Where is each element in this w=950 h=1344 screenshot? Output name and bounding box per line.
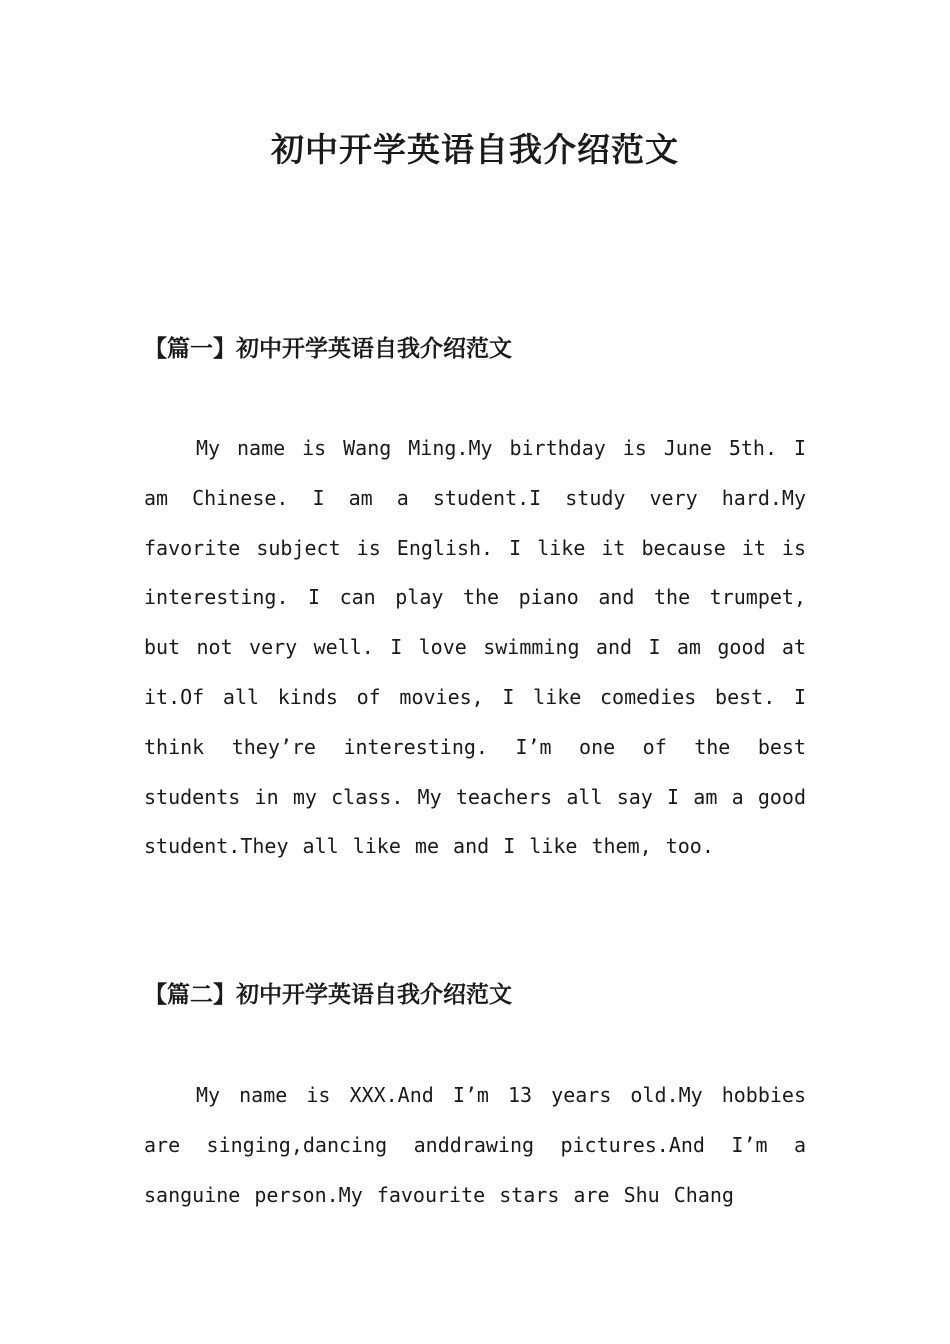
document-title: 初中开学英语自我介绍范文 [271,130,679,169]
section-heading-1: 【篇一】初中开学英语自我介绍范文 [144,335,512,362]
section-heading-2: 【篇二】初中开学英语自我介绍范文 [144,981,512,1008]
section-paragraph-2: My name is XXX.And I’m 13 years old.My hobbies are singing,dancing anddrawing pictures.And I’m a sanguine person.My favourite stars are Shu Chang [144,1083,806,1207]
section-paragraph-1: My name is Wang Ming.My birthday is June 5th. I am Chinese. I am a student.I study very hard.My favorite subject is English. I like it because it is interesting. I can play the piano and the trumpet, but not very well. I love swimming and I am good at it.Of all kinds of movies, I like comedies best. I think they’re interesting. I’m one of the best students in my class. My teachers all say I am a good student.They all like me and I like them, too. [144,436,806,859]
